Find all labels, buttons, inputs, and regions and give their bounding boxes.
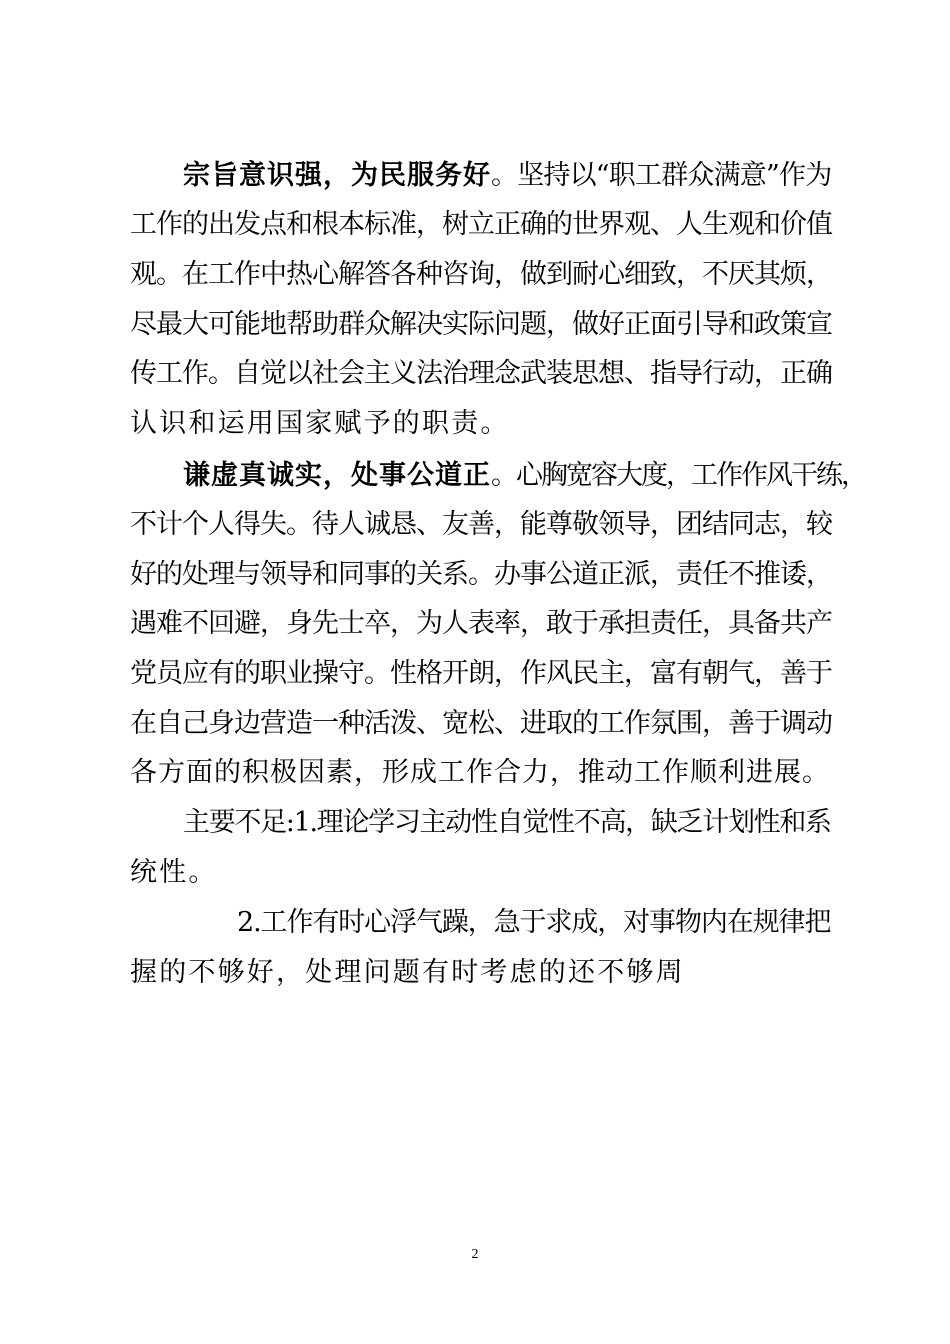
paragraph-1-line-3: 观。在工作中热心解答各种咨询，做到耐心细致，不厌其烦，	[130, 259, 832, 290]
paragraph-1-line-1	[183, 158, 831, 194]
paragraph-2-line-3: 好的处理与领导和同事的关系。办事公道正派，责任不推诿，	[130, 559, 832, 590]
paragraph-1-lead: 宗旨意识强，为民服务好	[183, 160, 491, 191]
paragraph-4-line-1: 2.工作有时心浮气躁，急于求成，对事物内在规律把	[237, 907, 831, 938]
paragraph-1-line-2: 工作的出发点和根本标准，树立正确的世界观、人生观和价值	[130, 209, 832, 240]
page-number: 2	[471, 1247, 479, 1262]
paragraph-1-line-1-text: 。坚持以“职工群众满意”作为	[491, 160, 832, 191]
paragraph-2-line-1	[183, 458, 866, 494]
paragraph-2-line-7: 各方面的积极因素，形成工作合力，推动工作顺利进展。	[130, 757, 830, 788]
paragraph-1-line-6: 认识和运用国家赋予的职责。	[130, 408, 510, 439]
paragraph-1-line-4: 尽最大可能地帮助群众解决实际问题，做好正面引导和政策宣	[130, 309, 832, 340]
paragraph-2-line-6: 在自己身边营造一种活泼、宽松、进取的工作氛围，善于调动	[130, 708, 832, 739]
paragraph-2-line-5: 党员应有的职业操守。性格开朗，作风民主，富有朝气，善于	[130, 658, 832, 689]
paragraph-4-line-2: 握的不够好，处理问题有时考虑的还不够周	[130, 957, 685, 988]
paragraph-3-line-2: 统性。	[130, 857, 218, 888]
paragraph-3-line-1: 主要不足:1.理论学习主动性自觉性不高，缺乏计划性和系	[183, 807, 831, 838]
paragraph-2-lead: 谦虚真诚实，处事公道正	[183, 460, 491, 491]
paragraph-2-line-2: 不计个人得失。待人诚恳、友善，能尊敬领导，团结同志，较	[130, 509, 832, 540]
paragraph-2-line-1-text: 。心胸宽容大度，工作作风干练，	[491, 460, 866, 491]
paragraph-2-line-4: 遇难不回避，身先士卒，为人表率，敢于承担责任，具备共产	[130, 608, 832, 639]
paragraph-1-line-5: 传工作。自觉以社会主义法治理念武装思想、指导行动，正确	[130, 358, 832, 389]
